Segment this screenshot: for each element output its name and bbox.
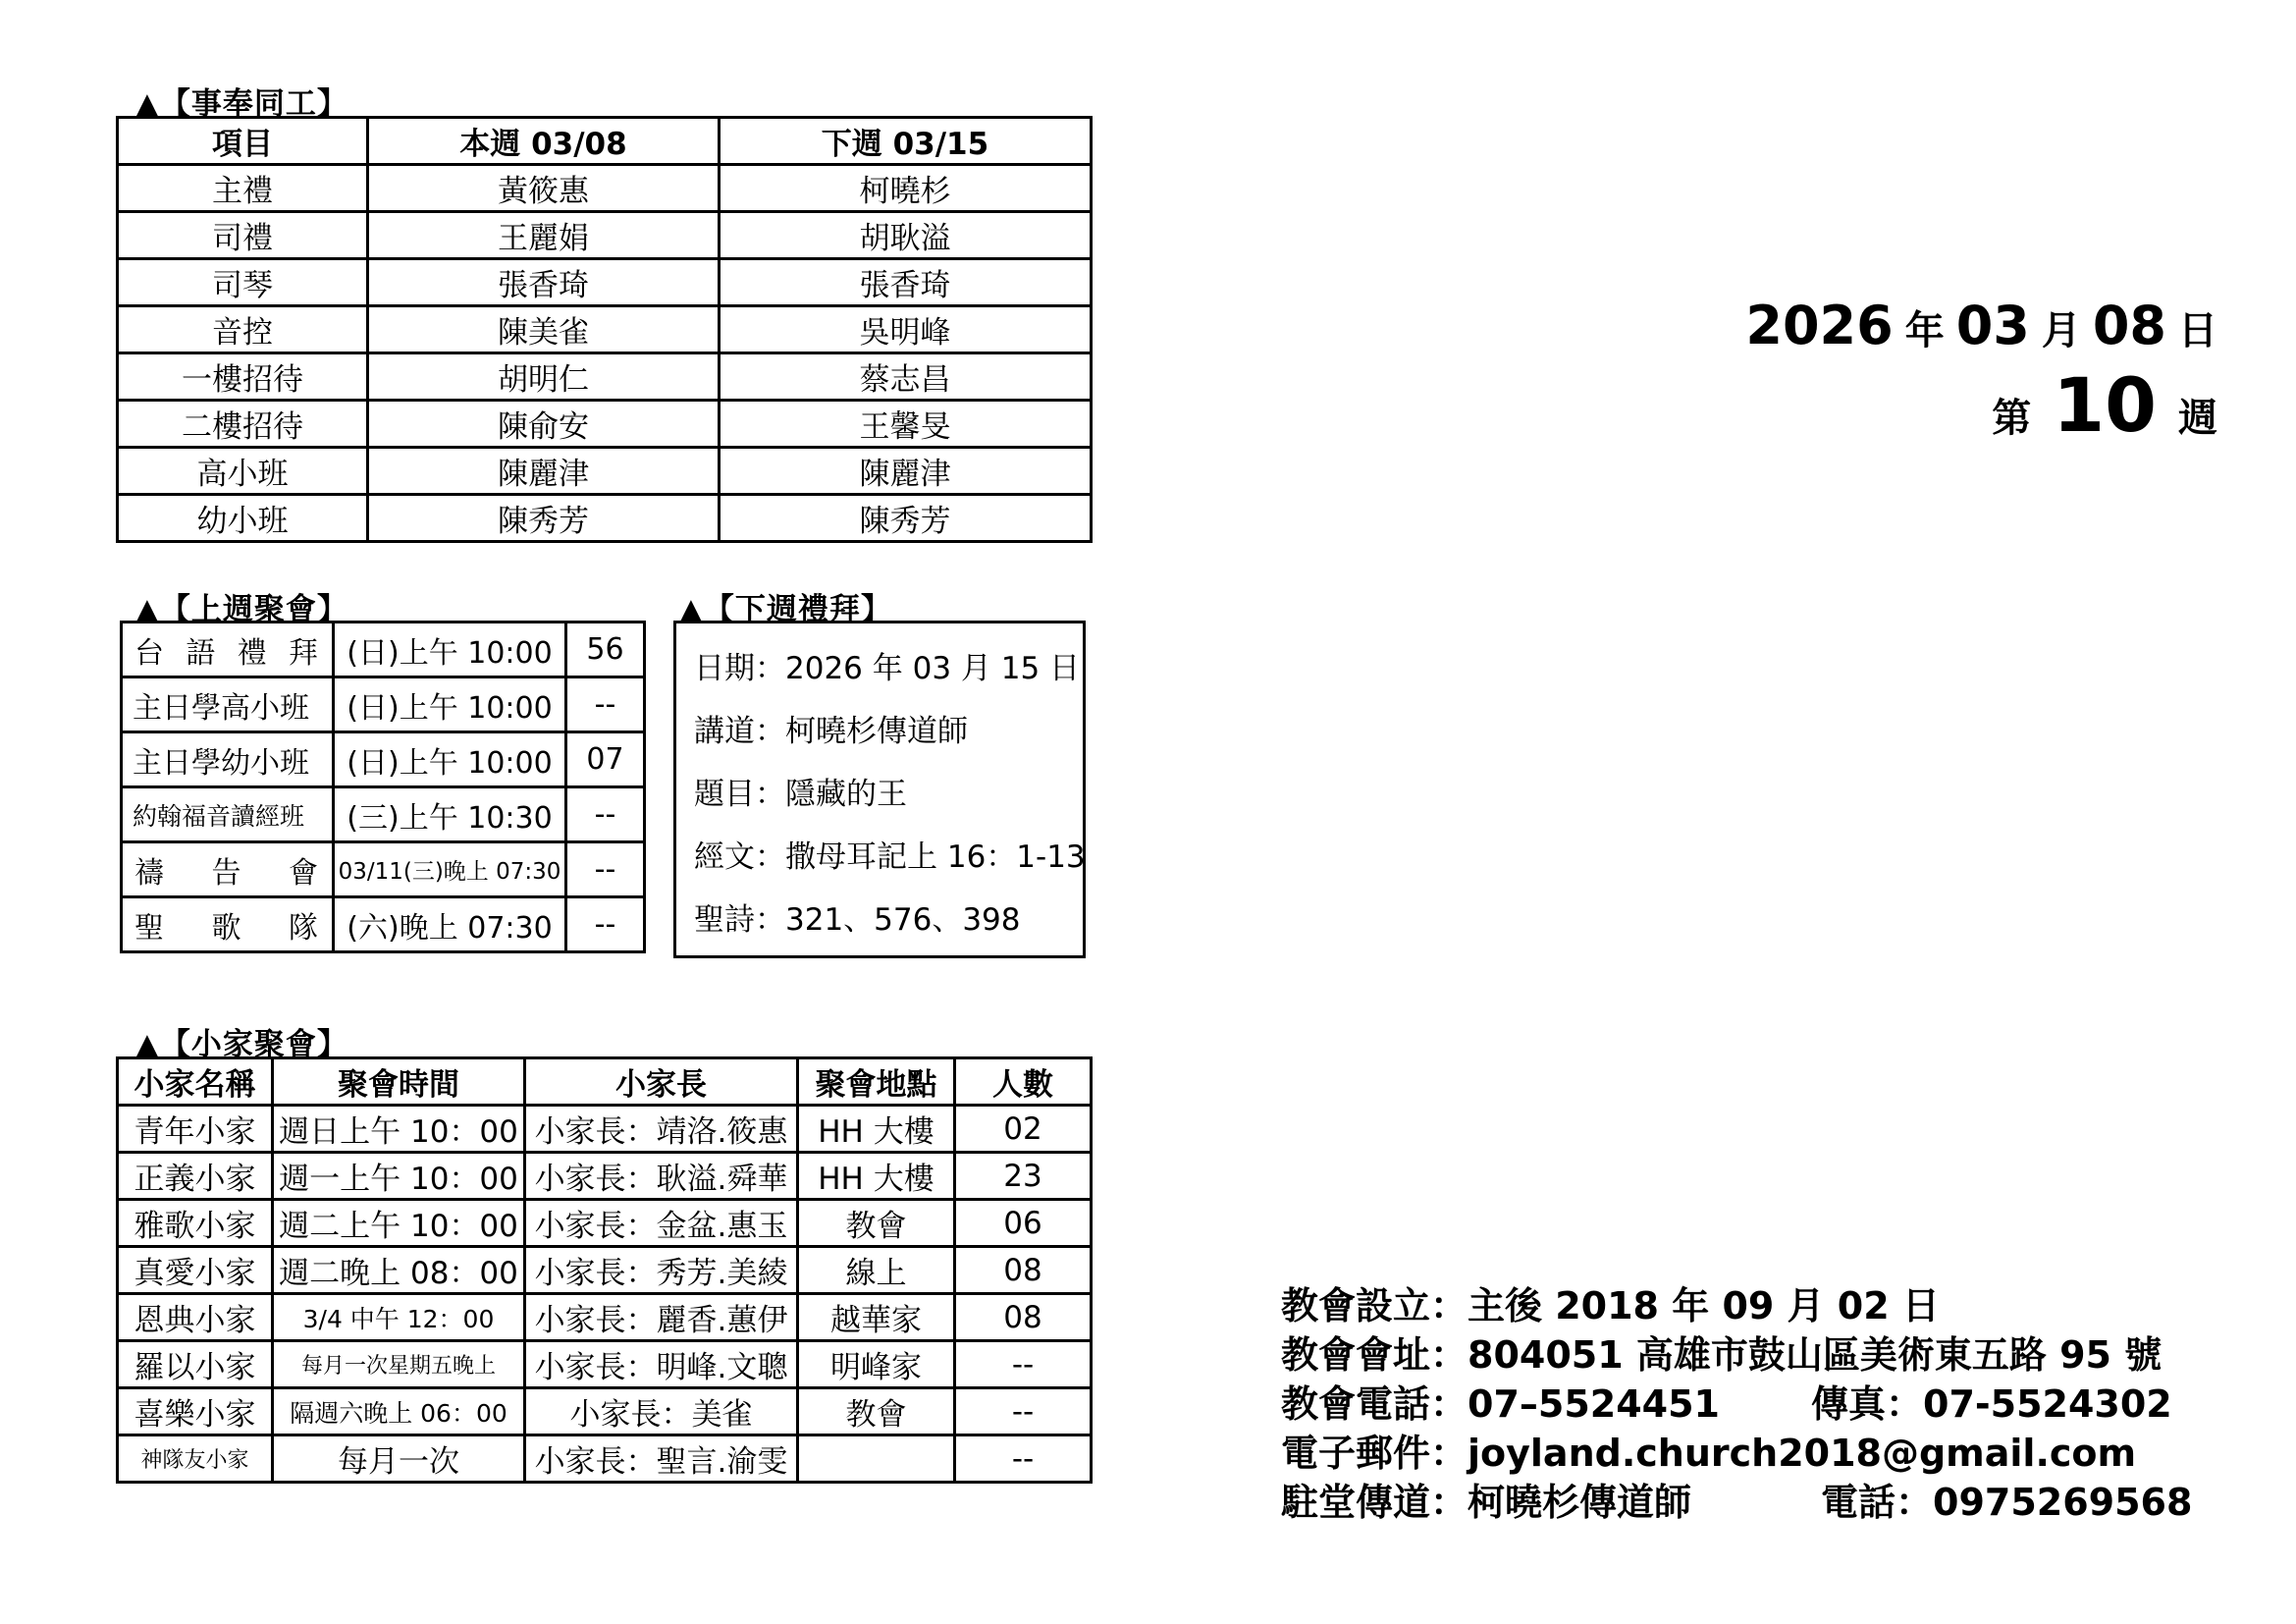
church-info [1281,1281,2192,1527]
group-count: -- [955,1341,1092,1388]
meeting-name: 聖歌隊 [122,897,334,952]
table-row [118,1153,1092,1200]
group-time: 週二晚上 08：00 [273,1247,525,1294]
column-header: 聚會時間 [273,1058,525,1106]
week-prefix: 第 [1992,396,2032,441]
meeting-time: (日)上午 10:00 [334,623,566,677]
meeting-time: 03/11(三)晚上 07:30 [334,842,566,897]
next-week-hymns: 聖詩：321、576、398 [694,902,1021,938]
staff-next-week: 柯曉杉 [720,165,1092,212]
table-row [122,897,645,952]
table-row [118,165,1092,212]
church-pastor-line [1281,1478,2192,1527]
staff-role: 二樓招待 [118,401,368,448]
table-row [122,732,645,787]
next-week-box [673,621,1086,958]
group-count: 23 [955,1153,1092,1200]
meeting-time: (六)晚上 07:30 [334,897,566,952]
groups-table [116,1056,1093,1484]
table-row [118,212,1092,259]
next-week-preacher: 講道：柯曉杉傳道師 [694,714,968,749]
group-time: 隔週六晚上 06：00 [273,1388,525,1435]
group-name: 喜樂小家 [118,1388,273,1435]
staff-this-week: 陳秀芳 [368,495,720,542]
staff-next-week: 陳秀芳 [720,495,1092,542]
staff-role: 音控 [118,306,368,353]
group-name: 正義小家 [118,1153,273,1200]
group-time: 週一上午 10：00 [273,1153,525,1200]
date-year: 2026 [1745,295,1894,356]
group-location: 明峰家 [798,1341,955,1388]
group-location: 教會 [798,1200,955,1247]
meeting-attendance: -- [566,897,645,952]
group-time: 週二上午 10：00 [273,1200,525,1247]
meeting-attendance: -- [566,842,645,897]
meeting-attendance: -- [566,677,645,732]
staff-role: 一樓招待 [118,353,368,401]
meeting-name: 禱告會 [122,842,334,897]
table-row [118,353,1092,401]
staff-role: 司禮 [118,212,368,259]
meeting-name: 台語禮拜 [122,623,334,677]
church-founded: 教會設立：主後 2018 年 09 月 02 日 [1281,1284,1940,1327]
meeting-name: 主日學幼小班 [122,732,334,787]
date-year-unit: 年 [1904,308,1945,353]
group-count: 02 [955,1106,1092,1153]
meeting-time: (日)上午 10:00 [334,732,566,787]
church-email: 電子郵件：joyland.church2018@gmail.com [1281,1432,2137,1475]
column-header: 本週 03/08 [368,118,720,165]
group-leader: 小家長：麗香.蕙伊 [525,1294,798,1341]
group-count: 08 [955,1294,1092,1341]
table-row [122,787,645,842]
group-name: 羅以小家 [118,1341,273,1388]
staff-role: 司琴 [118,259,368,306]
table-header-row [118,118,1092,165]
staff-role: 主禮 [118,165,368,212]
staff-section-title: ▲【事奉同工】 [135,86,348,122]
next-week-scripture: 經文：撒母耳記上 16：1-13 [694,839,1086,875]
staff-this-week: 陳美雀 [368,306,720,353]
table-row [118,1294,1092,1341]
table-row [118,448,1092,495]
group-name: 恩典小家 [118,1294,273,1341]
meeting-time: (日)上午 10:00 [334,677,566,732]
staff-this-week: 張香琦 [368,259,720,306]
column-header: 下週 03/15 [720,118,1092,165]
church-pastor-phone: 電話：0975269568 [1821,1481,2193,1524]
meeting-attendance: 07 [566,732,645,787]
staff-this-week: 陳麗津 [368,448,720,495]
table-row [118,401,1092,448]
staff-next-week: 吳明峰 [720,306,1092,353]
group-count: -- [955,1435,1092,1483]
staff-this-week: 黃筱惠 [368,165,720,212]
table-row [118,1247,1092,1294]
group-location [798,1435,955,1483]
church-fax: 傳真：07-5524302 [1811,1382,2172,1426]
column-header: 小家長 [525,1058,798,1106]
week-suffix: 週 [2178,396,2217,441]
last-week-section-title: ▲【上週聚會】 [135,592,348,627]
group-leader: 小家長：明峰.文聰 [525,1341,798,1388]
meeting-name: 主日學高小班 [122,677,334,732]
table-row [118,1200,1092,1247]
date-month: 03 [1955,295,2030,356]
group-leader: 小家長：金盆.惠玉 [525,1200,798,1247]
staff-role: 幼小班 [118,495,368,542]
meeting-time: (三)上午 10:30 [334,787,566,842]
column-header: 項目 [118,118,368,165]
meeting-attendance: 56 [566,623,645,677]
staff-role: 高小班 [118,448,368,495]
bulletin-week [1992,361,2217,449]
group-location: HH 大樓 [798,1153,955,1200]
group-name: 真愛小家 [118,1247,273,1294]
table-header-row [118,1058,1092,1106]
table-row [118,495,1092,542]
column-header: 小家名稱 [118,1058,273,1106]
staff-this-week: 陳俞安 [368,401,720,448]
week-number: 10 [2053,361,2157,449]
group-leader: 小家長：聖言.渝雯 [525,1435,798,1483]
group-location: 教會 [798,1388,955,1435]
church-pastor: 駐堂傳道：柯曉杉傳道師 [1281,1481,1692,1524]
group-leader: 小家長：美雀 [525,1388,798,1435]
group-count: 08 [955,1247,1092,1294]
date-month-unit: 月 [2041,308,2081,353]
group-leader: 小家長：秀芳.美綾 [525,1247,798,1294]
table-row [118,1435,1092,1483]
group-leader: 小家長：靖洛.筱惠 [525,1106,798,1153]
table-row [118,1106,1092,1153]
group-time: 每月一次星期五晚上 [273,1341,525,1388]
group-name: 雅歌小家 [118,1200,273,1247]
table-row [118,306,1092,353]
table-row [122,623,645,677]
group-time: 每月一次 [273,1435,525,1483]
table-row [118,1341,1092,1388]
meeting-attendance: -- [566,787,645,842]
group-name: 神隊友小家 [118,1435,273,1483]
column-header: 人數 [955,1058,1092,1106]
bulletin-date [1745,295,2217,356]
group-time: 3/4 中午 12：00 [273,1294,525,1341]
table-row [118,259,1092,306]
staff-this-week: 王麗娟 [368,212,720,259]
column-header: 聚會地點 [798,1058,955,1106]
church-address: 教會會址：804051 高雄市鼓山區美術東五路 95 號 [1281,1333,2163,1377]
last-week-table [120,621,646,953]
church-phone-line [1281,1380,2192,1429]
next-week-date: 日期：2026 年 03 月 15 日 [694,651,1081,686]
next-week-topic: 題目：隱藏的王 [694,777,907,812]
staff-next-week: 陳麗津 [720,448,1092,495]
date-day: 08 [2092,295,2166,356]
group-location: 越華家 [798,1294,955,1341]
group-time: 週日上午 10：00 [273,1106,525,1153]
group-count: -- [955,1388,1092,1435]
table-row [118,1388,1092,1435]
staff-next-week: 胡耿溢 [720,212,1092,259]
group-location: 線上 [798,1247,955,1294]
groups-section-title: ▲【小家聚會】 [135,1027,348,1062]
next-week-section-title: ▲【下週禮拜】 [679,592,892,627]
group-leader: 小家長：耿溢.舜華 [525,1153,798,1200]
staff-next-week: 王馨旻 [720,401,1092,448]
table-row [122,677,645,732]
table-row [122,842,645,897]
staff-this-week: 胡明仁 [368,353,720,401]
group-location: HH 大樓 [798,1106,955,1153]
staff-table [116,116,1093,543]
group-name: 青年小家 [118,1106,273,1153]
group-count: 06 [955,1200,1092,1247]
meeting-name: 約翰福音讀經班 [122,787,334,842]
staff-next-week: 蔡志昌 [720,353,1092,401]
church-phone: 教會電話：07–5524451 [1281,1382,1720,1426]
staff-next-week: 張香琦 [720,259,1092,306]
date-day-unit: 日 [2178,308,2217,353]
